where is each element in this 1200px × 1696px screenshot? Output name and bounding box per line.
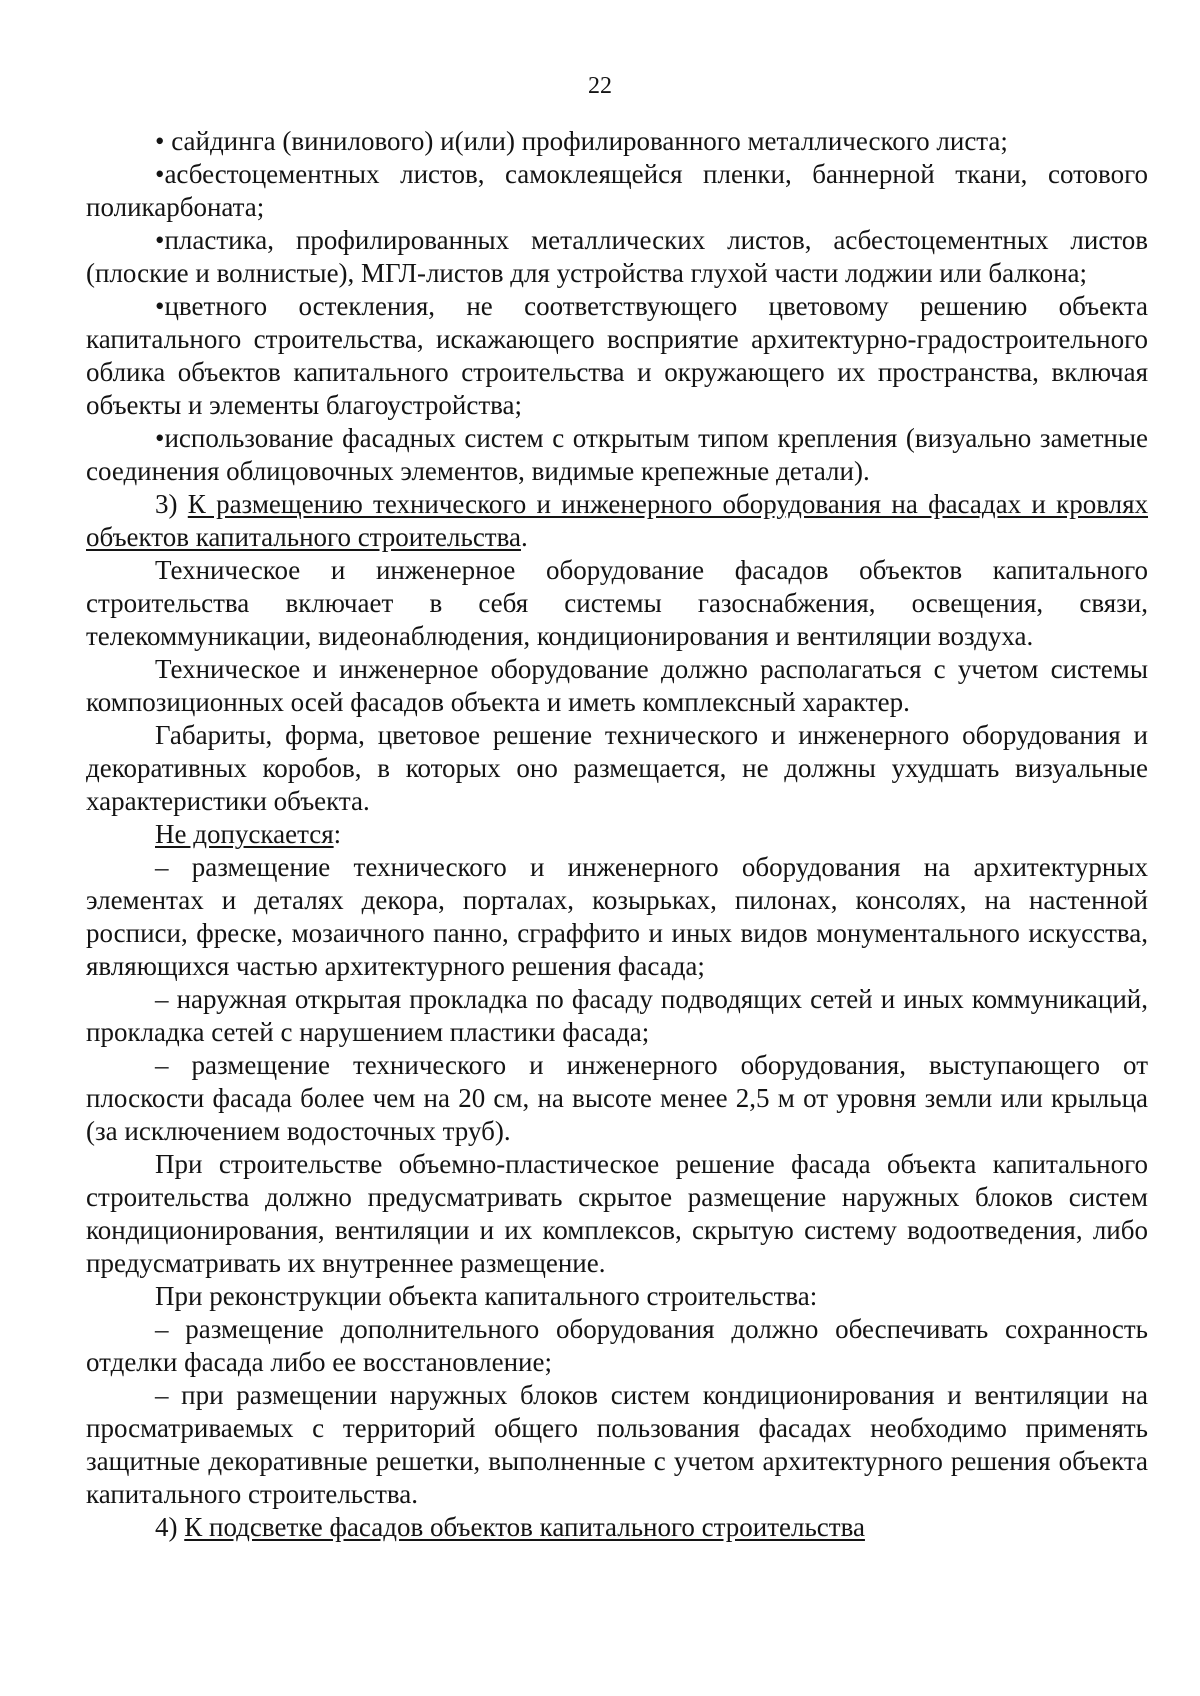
dash-item: – размещение технического и инженерного оборудования на архитектурных элементах и деталях декора, порталах, козырьках, пилонах, консолях, на настенной росписи, фреске, мозаичного панно, сграффито и иных видов монументального искусства, являющихся частью архитектурного решения фасада; xyxy=(86,852,1148,981)
bullet-icon: • xyxy=(155,126,172,156)
section-title: К размещению технического и инженерного оборудования на фасадах и кровлях объектов капитального строительства xyxy=(86,489,1148,552)
page-number: 22 xyxy=(588,73,612,99)
bullet-item-siding: • сайдинга (винилового) и(или) профилированного металлического листа; xyxy=(155,126,1008,156)
bullet-icon: • xyxy=(155,225,165,255)
paragraph: При строительстве объемно-пластическое решение фасада объекта капитального строительства должно предусматривать скрытое размещение наружных блоков систем кондиционирования, вентиляции и их комплексов, скрытую систему водоотведения, либо предусматривать их внутреннее размещение. xyxy=(86,1149,1148,1278)
paragraph: Габариты, форма, цветовое решение технического и инженерного оборудования и декоративных коробов, в которых оно размещается, не должны ухудшать визуальные характеристики объекта. xyxy=(86,720,1148,816)
bullet-item-asbestos: •асбестоцементных листов, самоклеящейся пленки, баннерной ткани, сотового поликарбоната; xyxy=(86,159,1148,222)
not-allowed-heading: Не допускается: xyxy=(155,819,342,849)
paragraph: Техническое и инженерное оборудование должно располагаться с учетом системы композиционных осей фасадов объекта и иметь комплексный характер. xyxy=(86,654,1148,717)
bullet-item-colored-glazing: •цветного остекления, не соответствующего цветовому решению объекта капитального строительства, искажающего восприятие архитектурно-градостроительного облика объектов капитального строительства и окружающего их пространства, включая объекты и элементы благоустройства; xyxy=(86,291,1148,420)
bullet-icon: • xyxy=(155,159,165,189)
bullet-item-facade-systems: •использование фасадных систем с открытым типом крепления (визуально заметные соединения облицовочных элементов, видимые крепежные детали). xyxy=(86,423,1148,486)
dash-item: – размещение технического и инженерного оборудования, выступающего от плоскости фасада более чем на 20 см, на высоте менее 2,5 м от уровня земли или крыльца (за исключением водосточных труб). xyxy=(86,1050,1148,1146)
section-number: 4) xyxy=(155,1512,178,1542)
dash-item: – размещение дополнительного оборудования должно обеспечивать сохранность отделки фасада либо ее восстановление; xyxy=(86,1314,1148,1377)
section-heading-3: 3) К размещению технического и инженерного оборудования на фасадах и кровлях объектов капитального строительства. xyxy=(86,489,1148,552)
paragraph: При реконструкции объекта капитального строительства: xyxy=(155,1281,818,1311)
bullet-icon: • xyxy=(155,423,165,453)
dash-item: – при размещении наружных блоков систем кондиционирования и вентиляции на просматриваемых с территорий общего пользования фасадах необходимо применять защитные декоративные решетки, выполненные с учетом архитектурного решения объекта капитального строительства. xyxy=(86,1380,1148,1509)
section-heading-4 xyxy=(86,1511,1148,1544)
paragraph: Техническое и инженерное оборудование фасадов объектов капитального строительства включает в себя системы газоснабжения, освещения, связи, телекоммуникации, видеонаблюдения, кондиционирования и вентиляции воздуха. xyxy=(86,555,1148,651)
bullet-icon: • xyxy=(155,291,165,321)
section-title: К подсветке фасадов объектов капитального строительства xyxy=(184,1512,865,1542)
dash-item: – наружная открытая прокладка по фасаду подводящих сетей и иных коммуникаций, прокладка сетей с нарушением пластики фасада; xyxy=(86,984,1148,1047)
section-number: 3) xyxy=(155,489,178,519)
bullet-item-plastic: •пластика, профилированных металлических листов, асбестоцементных листов (плоские и волнистые), МГЛ-листов для устройства глухой части лоджии или балкона; xyxy=(86,225,1148,288)
document-body xyxy=(86,125,1148,1544)
